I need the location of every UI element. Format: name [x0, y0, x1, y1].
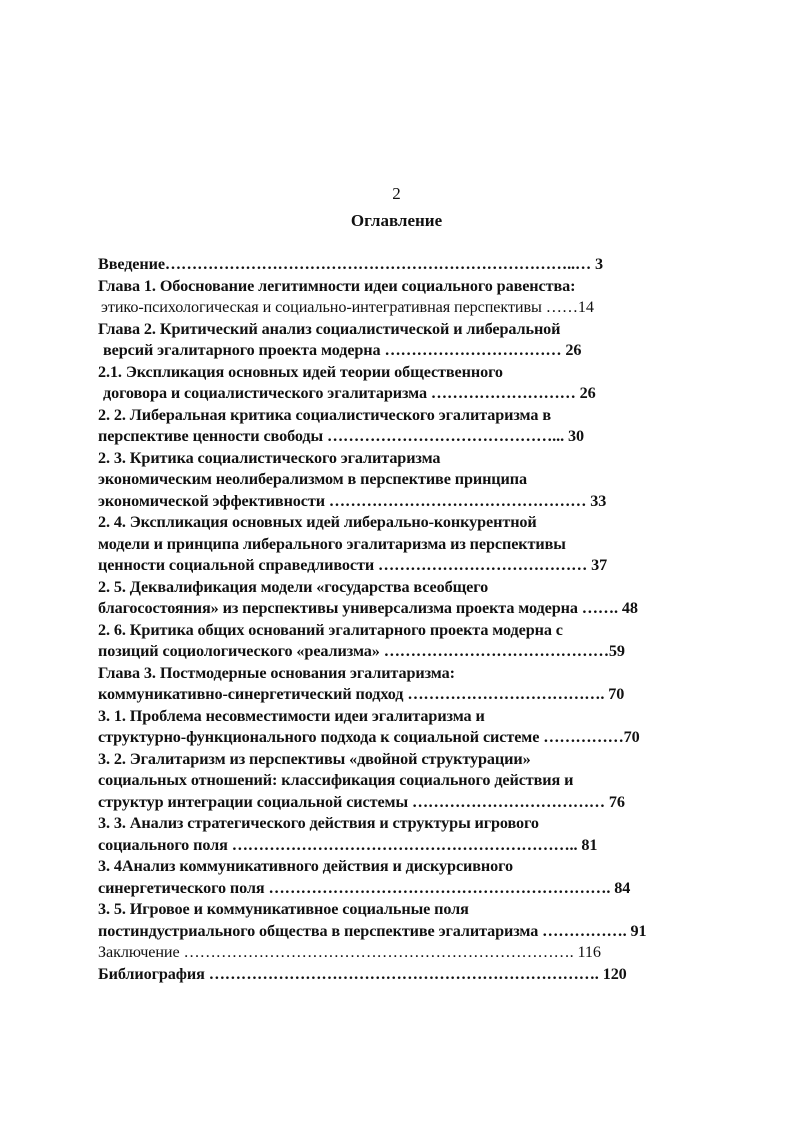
toc-entry-chapter-2: Глава 2. Критический анализ социалистической и либеральной [98, 319, 561, 338]
toc-entry-2-6-cont: позиций социологического «реализма» ……………………………………59 [98, 642, 625, 660]
toc-entry-chapter-3-cont: коммуникативно-синергетический подход ………………………………. 70 [98, 685, 625, 703]
toc-entry-3-3: 3. 3. Анализ стратегического действия и структуры игрового [98, 814, 539, 832]
toc-entry-2-3-cont-1: экономическим неолиберализмом в перспективе принципа [98, 470, 527, 488]
toc-entry-2-3: 2. 3. Критика социалистического эгалитаризма [98, 448, 441, 467]
toc-entry-conclusion: Заключение ………………………………………………………………. 116 [98, 943, 601, 961]
page-number: 2 [392, 184, 401, 203]
toc-entry-2-4-cont-2: ценности социальной справедливости ………………………………… 37 [98, 556, 608, 574]
toc-entry-3-3-cont: социального поля ……………………………………………………….. 81 [98, 835, 598, 854]
toc-entry-2-1-cont: договора и социалистического эгалитаризма ……………………… 26 [103, 384, 596, 402]
page-title: Оглавление [350, 211, 443, 230]
toc-entry-introduction: Введение…………………………………………………………………..… 3 [98, 255, 604, 273]
toc-entry-chapter-1: Глава 1. Обоснование легитимности идеи социального равенства: [98, 276, 576, 295]
toc-entry-3-1-cont: структурно-функционального подхода к социальной системе ……………70 [98, 728, 640, 746]
toc-entry-chapter-1-cont: этико-психологическая и социально-интегративная перспективы ……14 [101, 298, 594, 316]
toc-entry-2-6: 2. 6. Критика общих оснований эгалитарного проекта модерна с [98, 620, 563, 639]
toc-entry-2-5: 2. 5. Деквалификация модели «государства всеобщего [98, 577, 489, 596]
toc-entry-3-5-cont: постиндустриального общества в перспективе эгалитаризма ……………. 91 [98, 921, 647, 940]
toc-entry-2-4-cont-1: модели и принципа либерального эгалитаризма из перспективы [98, 534, 566, 553]
table-of-contents [98, 254, 748, 985]
toc-entry-2-4: 2. 4. Экспликация основных идей либерально-конкурентной [98, 513, 537, 531]
toc-entry-chapter-2-cont: версий эгалитарного проекта модерна …………………………… 26 [103, 341, 582, 359]
toc-entry-3-4-cont: синергетического поля ………………………………………………………. 84 [98, 878, 631, 897]
toc-entry-2-1: 2.1. Экспликация основных идей теории общественного [98, 362, 503, 381]
toc-entry-2-2: 2. 2. Либеральная критика социалистического эгалитаризма в [98, 405, 551, 424]
toc-entry-3-2-cont-2: структур интеграции социальной системы ……………………………… 76 [98, 792, 625, 811]
toc-entry-2-5-cont: благосостояния» из перспективы универсализма проекта модерна ……. 48 [98, 599, 638, 617]
toc-entry-2-3-cont-2: экономической эффективности ………………………………………… 33 [98, 491, 607, 510]
toc-entry-3-1: 3. 1. Проблема несовместимости идеи эгалитаризма и [98, 706, 485, 725]
toc-entry-3-4: 3. 4Анализ коммуникативного действия и дискурсивного [98, 857, 513, 875]
toc-entry-3-2-cont-1: социальных отношений: классификация социального действия и [98, 771, 574, 789]
toc-entry-3-2: 3. 2. Эгалитаризм из перспективы «двойной структурации» [98, 749, 531, 768]
toc-entry-chapter-3: Глава 3. Постмодерные основания эгалитаризма: [98, 663, 455, 682]
toc-entry-3-5: 3. 5. Игровое и коммуникативное социальные поля [98, 900, 469, 918]
toc-entry-bibliography: Библиография ………………………………………………………………. 120 [98, 964, 627, 983]
toc-entry-2-2-cont: перспективе ценности свободы ……………………………………... 30 [98, 427, 584, 445]
